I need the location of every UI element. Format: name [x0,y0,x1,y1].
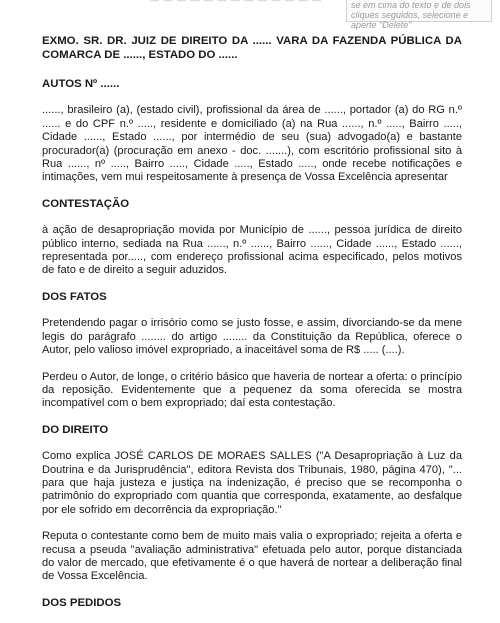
section-title-do-direito: DO DIREITO [42,423,109,436]
document-body [42,34,462,623]
dos-fatos-paragraph: Perdeu o Autor, de longe, o critério básico que haveria de nortear a oferta: o princípio da reposição. Evidentemente que a pequenez da soma oferecida se mostra incompatível com o bem expropriado; daí esta contestação. [42,370,462,410]
top-cut-off-text [150,0,330,6]
autos-number: AUTOS Nº ...... [42,78,120,90]
do-direito-paragraph: Como explica JOSÉ CARLOS DE MORAES SALLES ("A Desapropriação à Luz da Doutrina e da Jurisprudência", editora Revista dos Tribunais, 1980, página 470), "... para que haja justeza e justiça na indenização, é preciso que se recomponha o patrimônio do expropriado com quantia que corresponda, exatamente, ao desfalque por ele sofrido em decorrência da expropriação." [42,450,462,516]
instruction-note-box [346,0,492,30]
section-title-dos-pedidos: DOS PEDIDOS [42,596,122,609]
do-direito-paragraph: Reputa o contestante como bem de muito mais valia o expropriado; rejeita a oferta e recusa a pseuda "avaliação administrativa" efetuada pelo autor, porque distanciada do valor de mercado, que efetivamente é o que haverá de nortear a deliberação final de Vossa Excelência. [42,530,462,583]
section-title-contestacao: CONTESTAÇÃO [42,197,130,210]
court-address: EXMO. SR. DR. JUIZ DE DIREITO DA ...... VARA DA FAZENDA PÚBLICA DA COMARCA DE ......, ESTADO DO ...... [42,35,462,61]
instruction-note-line: cliques seguidos, selecione e [351,10,469,20]
instruction-note-line: aperte "Delete" [351,20,412,30]
top-cut-off-text-line: — — — — — — — — — — — — — [150,0,323,5]
instruction-note-line: se em cima do texto e de dois [351,0,471,10]
section-title-dos-fatos: DOS FATOS [42,290,107,303]
dos-fatos-paragraph: Pretendendo pagar o irrisório como se justo fosse, e assim, divorciando-se da mene legis do parágrafo ........ do artigo ........ da Constituição da República, oferece o Autor, pelo valioso imóvel expropriado, a inaceitável soma de R$ ..... (....). [42,317,462,357]
party-qualification: ......, brasileiro (a), (estado civil), profissional da área de ......, portador (a) do RG n.º ...... e do CPF n.º ....., residente e domiciliado (a) na Rua ......, n.º ....., Bairro ....., Cidade ......, Estado ......, por intermédio de seu (sua) advogado(a) e bastante procurador(a) (procuração em anexo - doc. .......), com escritório profissional sito à Rua ......, nº ....., Bairro ....., Cidade ....., Estado ....., onde recebe notificações e intimações, vem mui respeitosamente à presença de Vossa Excelência apresentar [42,104,462,184]
contestacao-paragraph: à ação de desapropriação movida por Município de ......, pessoa jurídica de direito público interno, sediada na Rua ......, n.º ......, Bairro ......, Cidade ......, Estado ......, representada por....., com endereço profissional acima especificado, pelos motivos de fato e de direito a seguir aduzidos. [42,224,462,277]
